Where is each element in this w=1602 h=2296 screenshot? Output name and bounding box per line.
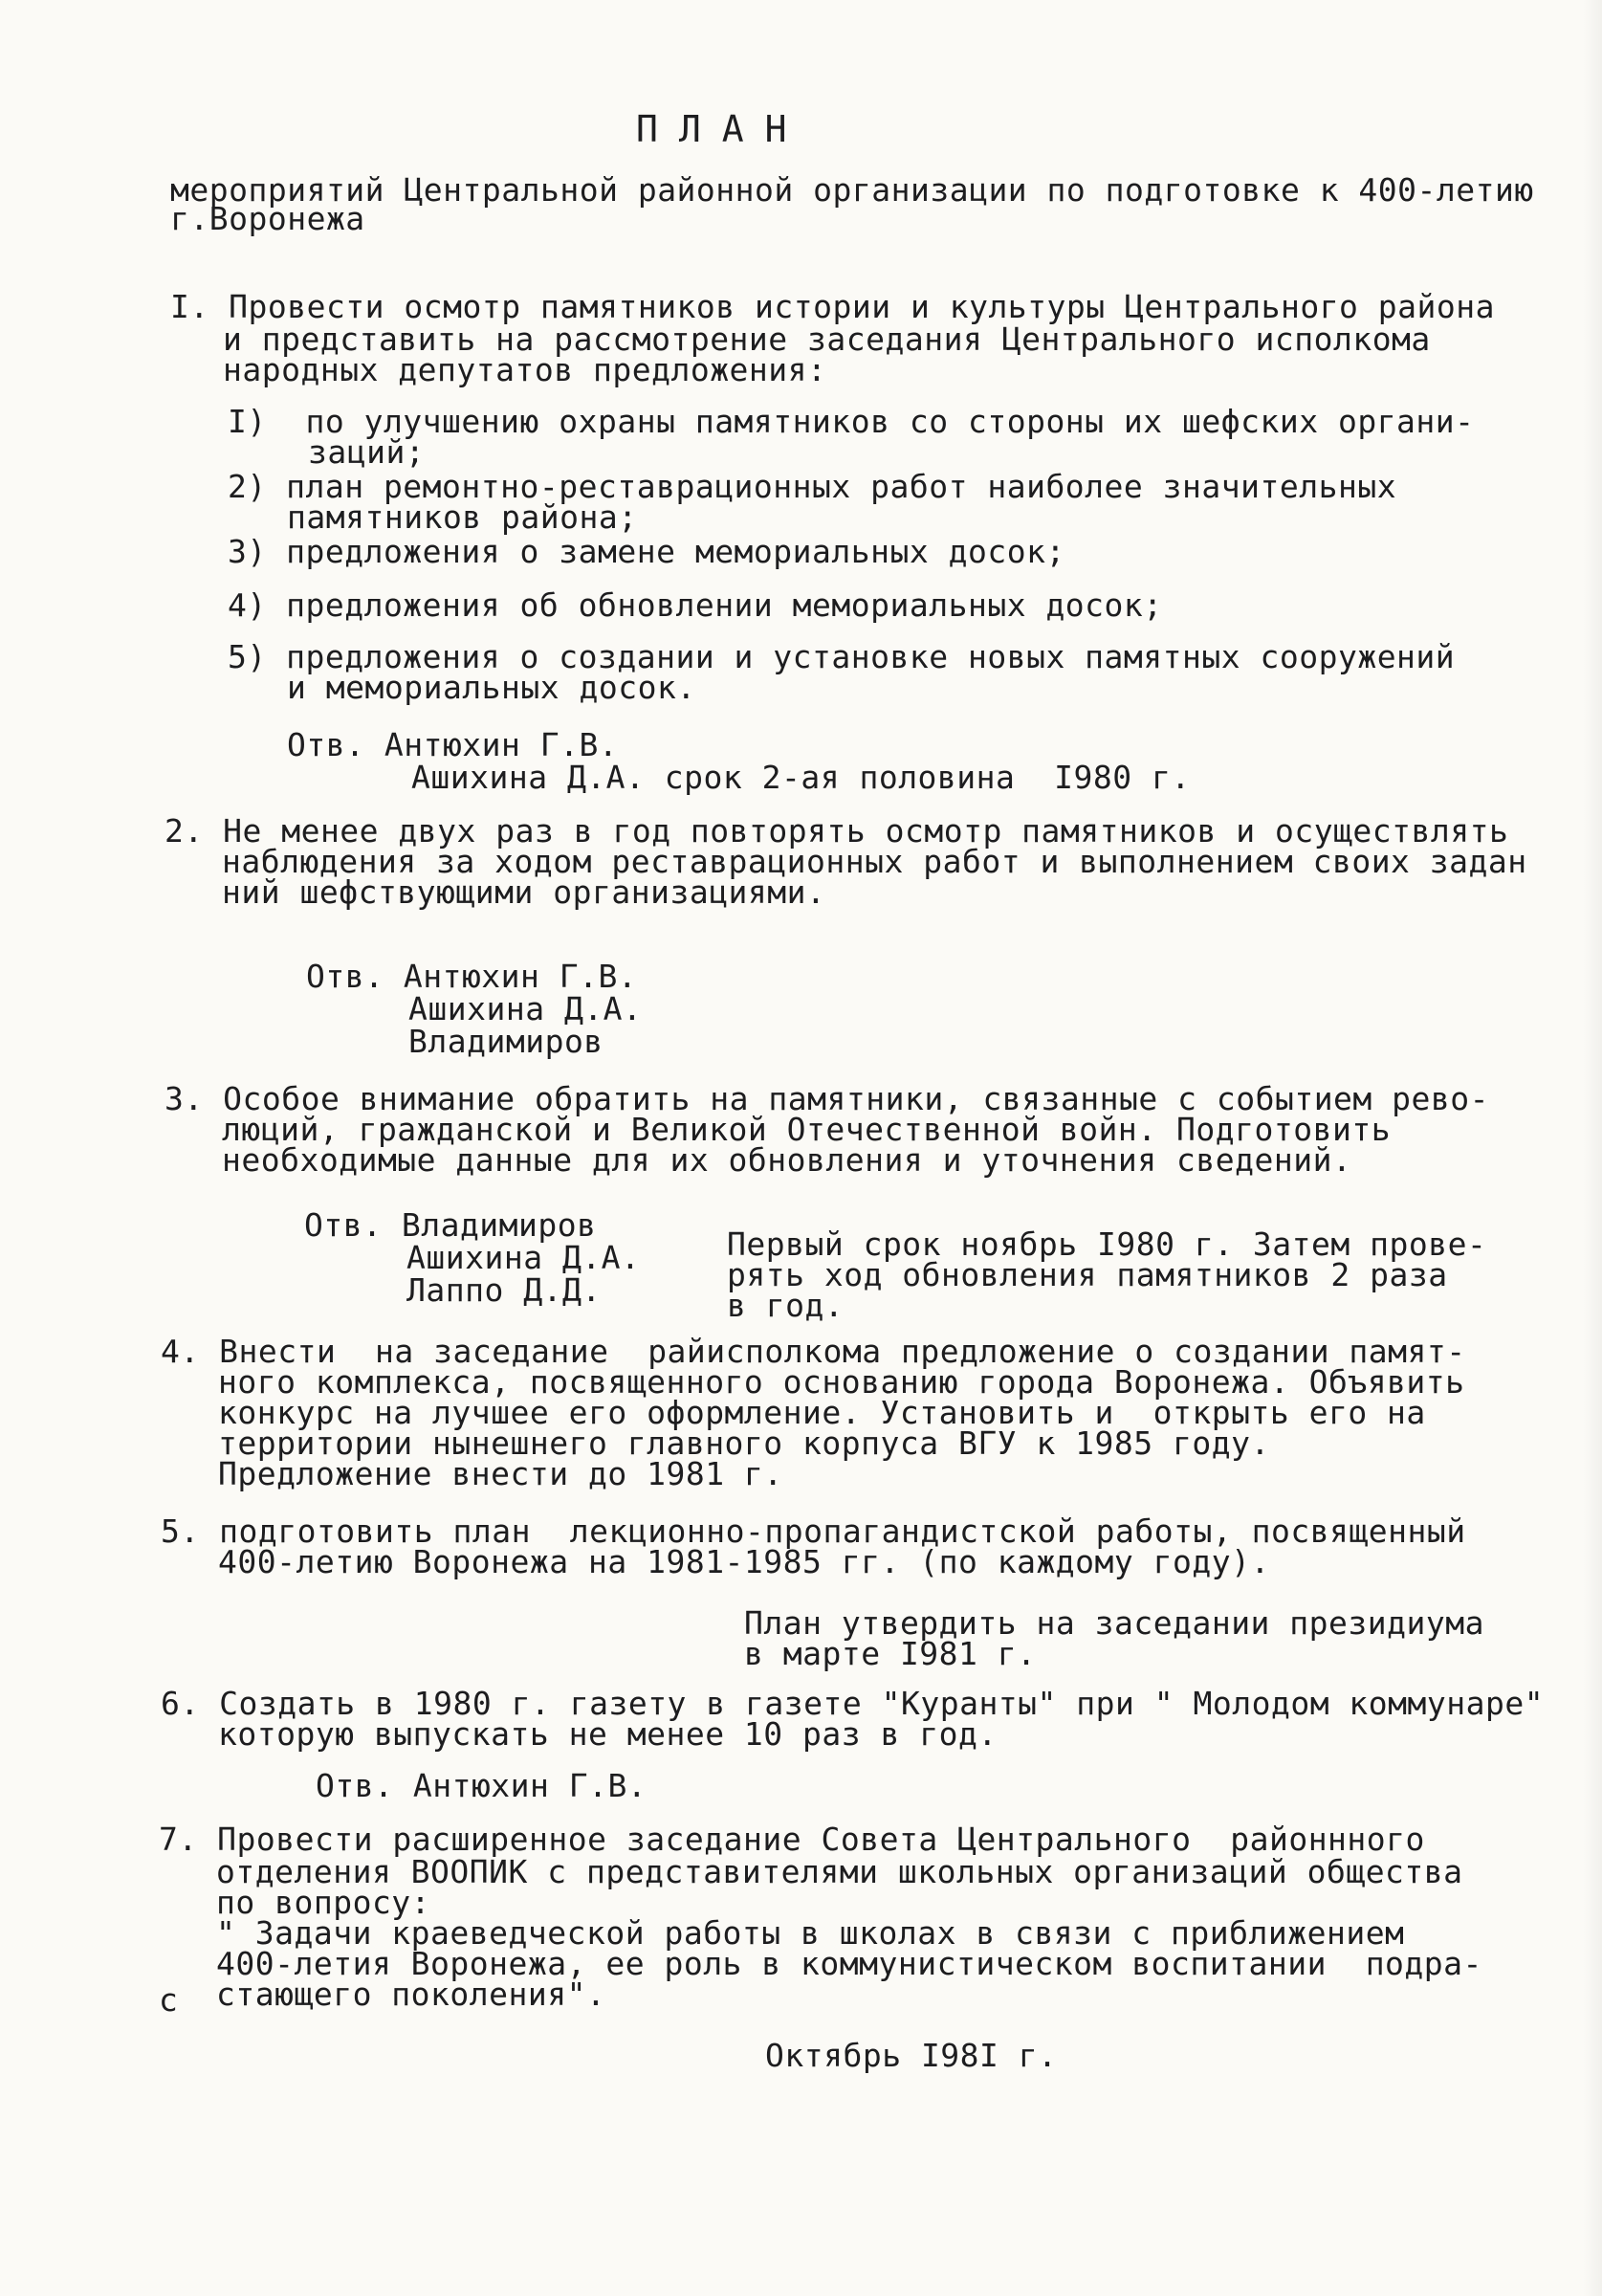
item1-line-3: народных депутатов предложения: <box>223 351 827 388</box>
item1-sub-5b: и мемориальных досок. <box>287 669 696 706</box>
item2-line-3: ний шефствующими организациями. <box>222 873 826 911</box>
item3-line-3: необходимые данные для их обновления и уточнения сведений. <box>222 1141 1352 1179</box>
item2-resp-3: Владимиров <box>408 1023 603 1060</box>
item7-margin-c: с <box>159 1981 179 2019</box>
item3-line-1: 3. Особое внимание обратить на памятники, связанные с событием рево- <box>165 1080 1490 1117</box>
item3-resp-1: Отв. Владимиров <box>304 1206 597 1244</box>
item6-line-2: которую выпускать не менее 10 раз в год. <box>218 1715 998 1753</box>
item7-line-6: стающего поколения". <box>216 1976 606 2013</box>
item2-resp-2: Ашихина Д.А. <box>408 990 643 1027</box>
item7-line-2: отделения ВООПИК с представителями школьных организаций общества <box>216 1853 1463 1890</box>
item1-line-1: I. Провести осмотр памятников истории и культуры Центрального района <box>170 288 1496 325</box>
item2-line-1: 2. Не менее двух раз в год повторять осмотр памятников и осуществлять <box>165 812 1509 850</box>
item1-sub-1b: заций; <box>308 433 426 471</box>
item3-line-2: люций, гражданской и Великой Отечественной войн. Подготовить <box>222 1111 1392 1148</box>
subtitle-line-2: г.Воронежа <box>170 200 365 237</box>
item1-sub-2b: памятников района; <box>287 498 638 536</box>
item6-line-1: 6. Создать в 1980 г. газету в газете "Куранты" при " Молодом коммунаре" <box>161 1685 1545 1722</box>
item4-line-2: ного комплекса, посвященного основанию города Воронежа. Объявить <box>218 1363 1465 1401</box>
item4-line-5: Предложение внести до 1981 г. <box>218 1455 783 1492</box>
item7-line-5: 400-летия Воронежа, ее роль в коммунистическом воспитании подра- <box>216 1945 1482 1982</box>
item1-resp-2: Ашихина Д.А. срок 2-ая половина I980 г. <box>411 759 1191 796</box>
item3-deadline-2: рять ход обновления памятников 2 раза <box>727 1256 1448 1293</box>
item5-note-1: План утвердить на заседании президиума <box>744 1604 1484 1642</box>
item2-line-2: наблюдения за ходом реставрационных работ и выполнением своих задан <box>222 843 1527 880</box>
item1-sub-4: 4) предложения об обновлении мемориальных досок; <box>228 586 1163 624</box>
item6-resp: Отв. Антюхин Г.В. <box>316 1767 647 1804</box>
item7-line-3: по вопросу: <box>216 1884 431 1921</box>
item1-sub-1a: I) по улучшению охраны памятников со стороны их шефских органи- <box>228 403 1475 440</box>
item7-date: Октябрь I98I г. <box>765 2037 1058 2074</box>
item7-line-4: " Задачи краеведческой работы в школах в связи с приближением <box>216 1914 1405 1952</box>
item3-resp-2: Ашихина Д.А. <box>406 1239 641 1276</box>
item4-line-3: конкурс на лучшее его оформление. Установить и открыть его на <box>218 1394 1426 1431</box>
item1-resp-1: Отв. Антюхин Г.В. <box>287 726 619 763</box>
item4-line-1: 4. Внести на заседание райисполкома предложение о создании памят- <box>161 1333 1466 1370</box>
item3-resp-3: Лаппо Д.Д. <box>406 1271 602 1309</box>
item3-deadline-3: в год. <box>727 1287 845 1324</box>
item1-sub-5a: 5) предложения о создании и установке новых памятных сооружений <box>228 638 1456 675</box>
item1-sub-3: 3) предложения о замене мемориальных досок; <box>228 533 1065 570</box>
item7-line-1: 7. Провести расширенное заседание Совета Центрального районнного <box>159 1821 1425 1858</box>
item5-note-2: в марте I981 г. <box>744 1635 1037 1672</box>
item2-resp-1: Отв. Антюхин Г.В. <box>306 958 638 995</box>
item4-line-4: территории нынешнего главного корпуса ВГУ к 1985 году. <box>218 1424 1270 1462</box>
page-edge-shadow <box>1583 0 1602 2296</box>
document-title: ПЛАН <box>636 108 808 150</box>
item1-line-2: и представить на рассмотрение заседания Центрального исполкома <box>223 320 1431 358</box>
item3-deadline-1: Первый срок ноябрь I980 г. Затем прове- <box>727 1225 1487 1263</box>
subtitle-line-1: мероприятий Центральной районной организации по подготовке к 400-летию <box>170 171 1534 209</box>
item5-line-2: 400-летию Воронежа на 1981-1985 гг. (по каждому году). <box>218 1543 1270 1580</box>
item1-sub-2a: 2) план ремонтно-реставрационных работ наиболее значительных <box>228 468 1397 505</box>
item5-line-1: 5. подготовить план лекционно-пропагандистской работы, посвященный <box>161 1512 1466 1550</box>
